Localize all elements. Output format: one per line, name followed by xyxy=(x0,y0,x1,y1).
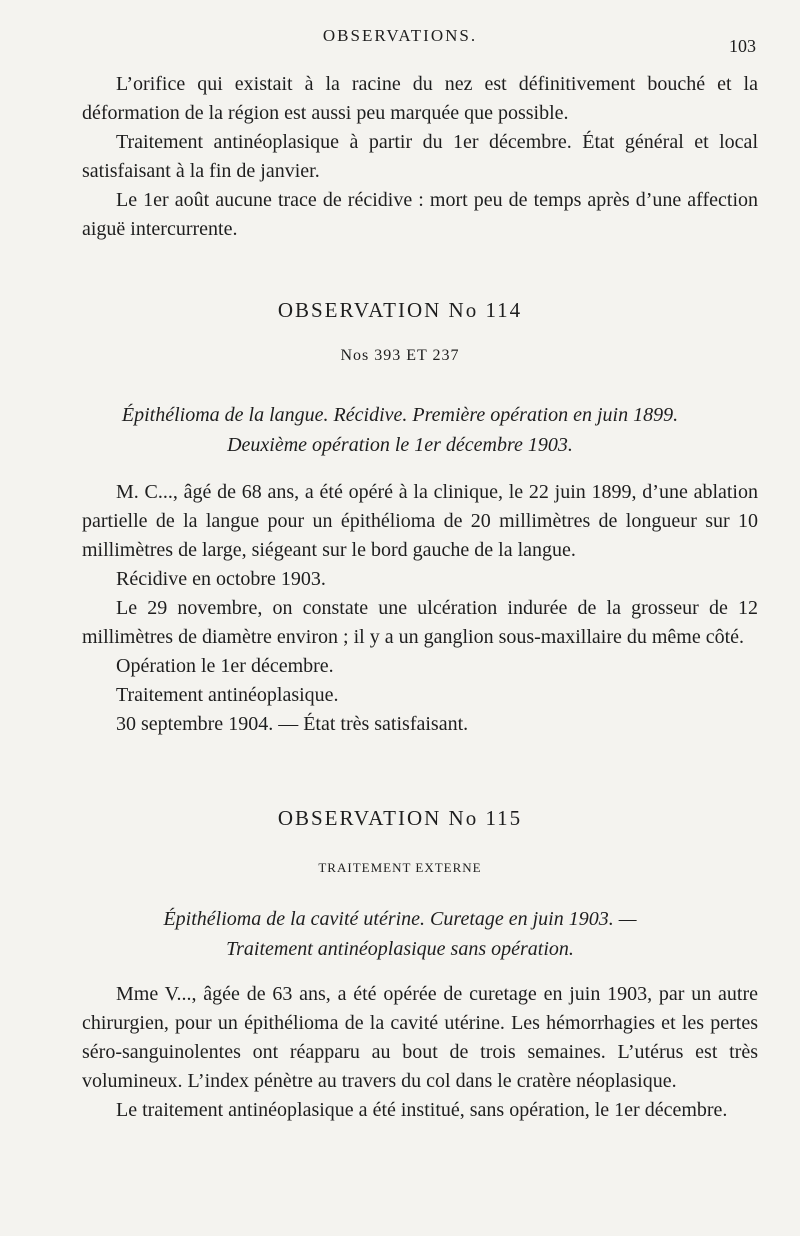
observation-114-subtitle-2: Deuxième opération le 1er décembre 1903. xyxy=(227,434,573,456)
observation-114-numbers: Nos 393 ET 237 xyxy=(340,347,460,364)
obs114-paragraph-2: Récidive en octobre 1903. xyxy=(116,568,326,590)
obs114-paragraph-1: M. C..., âgé de 68 ans, a été opéré à la clinique, le 22 juin 1899, d’une ablation partielle de la langue pour un épithélioma de 20 millimètres de longueur sur 10 millimètres de large, siégeant sur le bord gauche de la langue. xyxy=(82,481,758,561)
observation-115-title: OBSERVATION No 115 xyxy=(277,806,523,830)
obs114-paragraph-4: Opération le 1er décembre. xyxy=(116,655,334,677)
obs114-paragraph-3: Le 29 novembre, on constate une ulcération indurée de la grosseur de 12 millimètres de diamètre environ ; il y a un ganglion sous-maxillaire du même côté. xyxy=(82,597,758,648)
observation-114-body xyxy=(82,478,758,739)
intro-paragraph-3: Le 1er août aucune trace de récidive : mort peu de temps après d’une affection aiguë intercurrente. xyxy=(82,189,758,240)
page-number: 103 xyxy=(729,36,756,56)
intro-paragraph-1: L’orifice qui existait à la racine du nez est définitivement bouché et la déformation de la région est aussi peu marquée que possible. xyxy=(82,73,758,124)
observation-115-body xyxy=(82,980,758,1125)
obs115-paragraph-1: Mme V..., âgée de 63 ans, a été opérée de curetage en juin 1903, par un autre chirurgien, pour un épithélioma de la cavité utérine. Les hémorrhagies et les pertes séro-sanguinolentes ont réapparu au bout de trois semaines. L’utérus est très volumineux. L’index pénètre au travers du col dans le cratère néoplasique. xyxy=(82,983,758,1092)
obs114-paragraph-6: 30 septembre 1904. — État très satisfaisant. xyxy=(116,713,469,735)
intro-paragraph-2: Traitement antinéoplasique à partir du 1er décembre. État général et local satisfaisant à la fin de janvier. xyxy=(82,131,758,182)
observation-115-subtitle-1: Épithélioma de la cavité utérine. Curetage en juin 1903. — xyxy=(163,908,637,930)
observation-114-subtitle-1: Épithélioma de la langue. Récidive. Première opération en juin 1899. xyxy=(121,404,679,426)
obs114-paragraph-5: Traitement antinéoplasique. xyxy=(116,684,339,706)
running-title: OBSERVATIONS. xyxy=(322,26,478,45)
intro-section xyxy=(82,70,758,244)
observation-115-label: TRAITEMENT EXTERNE xyxy=(318,860,482,875)
observation-114-title: OBSERVATION No 114 xyxy=(277,298,523,322)
obs115-paragraph-2: Le traitement antinéoplasique a été institué, sans opération, le 1er décembre. xyxy=(116,1099,728,1121)
observation-115-subtitle-2: Traitement antinéoplasique sans opération. xyxy=(226,938,574,960)
